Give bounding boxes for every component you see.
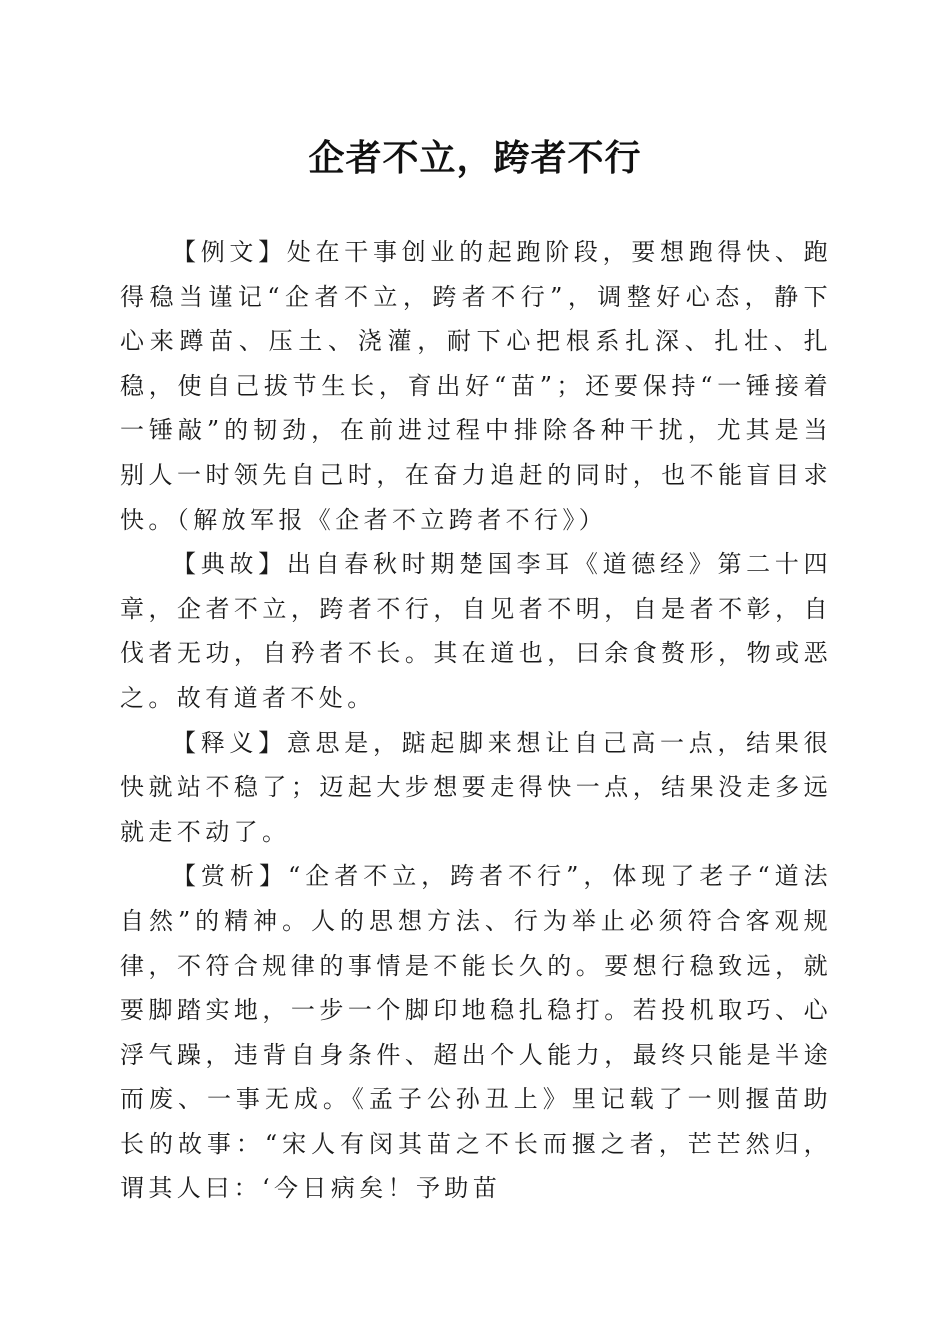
paragraph-analysis: 【赏析】“企者不立，跨者不行”，体现了老子“道法自然”的精神。人的思想方法、行为举止必须符合客观规律，不符合规律的事情是不能长久的。要想行稳致远，就要脚踏实地，一步一个脚印地稳扎稳打。若投机取巧、心浮气躁，违背自身条件、超出个人能力，最终只能是半途而废、一事无成。《孟子公孙丑上》里记载了一则揠苗助长的故事：“宋人有闵其苗之不长而揠之者，芒芒然归，谓其人曰：‘今日病矣！予助苗	[120, 862, 832, 1203]
document-title: 企者不立，跨者不行	[308, 137, 642, 179]
paragraph-meaning: 【释义】意思是，踮起脚来想让自己高一点，结果很快就站不稳了；迈起大步想要走得快一点，结果没走多远就走不动了。	[120, 728, 832, 846]
paragraph-allusion: 【典故】出自春秋时期楚国李耳《道德经》第二十四章，企者不立，跨者不行，自见者不明，自是者不彰，自伐者无功，自矜者不长。其在道也，曰余食赘形，物或恶之。故有道者不处。	[120, 550, 832, 712]
document-body	[120, 230, 832, 1211]
paragraph-example: 【例文】处在干事创业的起跑阶段，要想跑得快、跑得稳当谨记“企者不立，跨者不行”，调整好心态，静下心来蹲苗、压土、浇灌，耐下心把根系扎深、扎壮、扎稳，使自己拔节生长，育出好“苗”；还要保持“一锤接着一锤敲”的韧劲，在前进过程中排除各种干扰，尤其是当别人一时领先自己时，在奋力追赶的同时，也不能盲目求快。（解放军报《企者不立跨者不行》）	[120, 238, 832, 534]
